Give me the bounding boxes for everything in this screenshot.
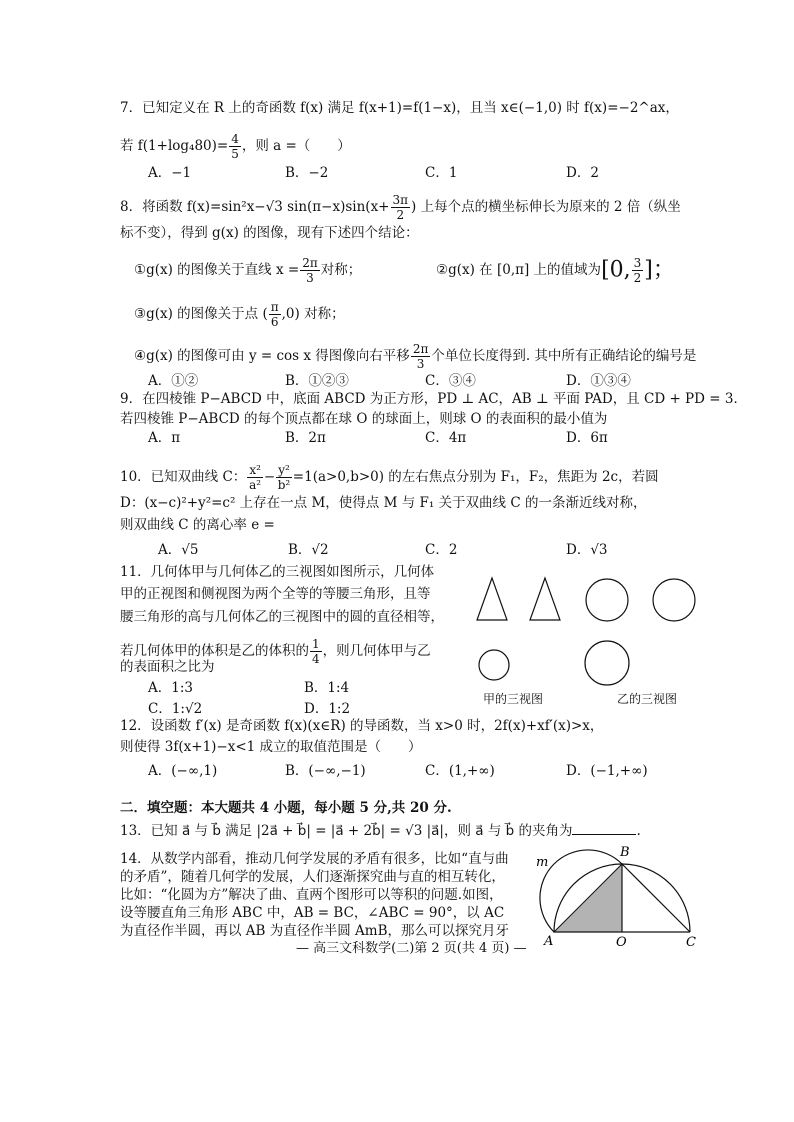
q10-fy-num: y² (278, 463, 290, 477)
q8-c2-pre: ②g(x) 在 [0,π] 上的值域为 (436, 262, 602, 278)
page-footer: — 高三文科数学(二)第 2 页(共 4 页) — (296, 941, 527, 956)
q8-c2-left: [0, (601, 257, 631, 283)
q10-line1 (120, 463, 659, 492)
q8-c1-num: 2π (302, 256, 318, 270)
q12-line2: 则使得 3f(x+1)−x<1 成立的取值范围是（ ） (120, 739, 422, 755)
q10-fy-den: b² (277, 478, 291, 492)
q9-line1: 9．在四棱锥 P−ABCD 中，底面 ABCD 为正方形，PD ⊥ AC，AB ⊥ 平面 PAD，且 CD + PD = 3． (120, 391, 747, 407)
q8-option-b: B．①②③ (285, 373, 349, 389)
q12-line1: 12．设函数 f′(x) 是奇函数 f(x)(x∈R) 的导函数，当 x>0 时，2f(x)+xf′(x)>x， (120, 718, 604, 734)
q8-frac-den: 2 (396, 208, 405, 222)
q11-line5: 的表面积之比为 (120, 659, 215, 675)
q11-fraction (310, 637, 322, 666)
q7-line2 (120, 132, 351, 161)
q7-option-c: C．1 (425, 165, 458, 181)
q14-line4: 设等腰直角三角形 ABC 中，AB = BC，∠ABC = 90°，以 AC (120, 905, 505, 921)
top-view-circle (479, 650, 509, 680)
q14-line3: 比如：“化圆为方”解决了曲、直两个图形可以等积的问题.如图， (120, 887, 503, 903)
q14-line1: 14．从数学内部看，推动几何学发展的矛盾有很多，比如“直与曲 (120, 851, 509, 867)
q10-option-b: B．√2 (288, 542, 329, 558)
q8-c3-fraction (269, 300, 281, 329)
q11-option-b: B．1:4 (304, 680, 350, 696)
q11-line4-post: ，则几何体甲与乙 (322, 643, 431, 659)
front-view-triangle (477, 578, 507, 620)
q8-c2-right: ]； (644, 257, 675, 283)
q8-c4-den: 3 (416, 357, 425, 371)
q8-c2-num: 3 (633, 256, 642, 270)
q8-line2: 标不变），得到 g(x) 的图像，现有下述四个结论： (120, 225, 419, 241)
q10-line3: 则双曲线 C 的离心率 e = (120, 517, 275, 533)
three-views-figure (462, 570, 712, 695)
body-b-top-circle (585, 641, 629, 685)
caption-body-b-views: 乙的三视图 (617, 692, 678, 706)
q8-c2-fraction (632, 256, 644, 285)
q13-line (120, 822, 641, 840)
q11-frac-num: 1 (312, 637, 320, 651)
q8-c1-fraction (300, 256, 320, 285)
label-o: O (616, 935, 627, 950)
q10-line1-pre: 10．已知双曲线 C： (120, 469, 247, 485)
q14-line2: 的矛盾”，随着几何学的发展，人们逐渐探究曲与直的相互转化， (120, 869, 505, 885)
q11-option-a: A．1:3 (148, 680, 193, 696)
q14-line5: 为直径作半圆，再以 AB 为直径作半圆 AmB，那么可以探究月牙 (120, 923, 510, 939)
q8-c3-num: π (270, 300, 279, 314)
q8-conclusion-3 (134, 300, 345, 329)
q10-fx-den: a² (249, 478, 262, 492)
q8-c4-pre: ④g(x) 的图像可由 y = cos x 得图像向右平移 (134, 348, 410, 364)
q11-line1: 11．几何体甲与几何体乙的三视图如图所示，几何体 (120, 564, 435, 580)
q8-fraction (391, 193, 411, 222)
q8-line1-post: ) 上每个点的横坐标伸长为原来的 2 倍（纵坐 (411, 199, 681, 215)
q9-option-d: D．6π (566, 430, 608, 446)
label-b: B (620, 845, 630, 860)
lune-figure (530, 840, 705, 950)
q10-fx-num: x² (249, 463, 261, 477)
q8-c3-den: 6 (270, 315, 279, 329)
q11-line2: 甲的正视图和侧视图为两个全等的等腰三角形，且等 (120, 586, 431, 602)
q8-c2-den: 2 (633, 271, 642, 285)
body-b-front-circle (586, 579, 628, 621)
segment-bc (622, 864, 690, 932)
q11-option-d: D．1:2 (304, 701, 351, 717)
q13-period: . (636, 823, 641, 839)
q8-line1-pre: 8．将函数 f(x)=sin²x−√3 sin(π−x)sin(x+ (120, 199, 390, 215)
q10-fraction-y (276, 463, 292, 492)
q7-frac-den: 5 (231, 147, 239, 161)
q10-line2: D：(x−c)²+y²=c² 上存在一点 M，使得点 M 与 F₁ 关于双曲线 C 的一条渐近线对称， (120, 495, 647, 511)
q8-c4-num: 2π (412, 342, 429, 356)
q8-c4-post: 个单位长度得到. 其中所有正确结论的编号是 (431, 348, 697, 364)
q7-line2-pre: 若 f(1+log₄80)= (120, 138, 229, 154)
q8-c1-den: 3 (306, 271, 314, 285)
q8-c3-pre: ③g(x) 的图像关于点 ( (134, 306, 268, 322)
q12-option-c: C．(1,+∞) (425, 763, 495, 779)
q12-option-b: B．(−∞,−1) (285, 763, 366, 779)
q9-option-b: B．2π (285, 430, 326, 446)
q11-frac-den: 4 (312, 652, 320, 666)
q9-option-a: A．π (148, 430, 181, 446)
label-m: m (536, 855, 549, 870)
triangle-abo (554, 864, 622, 932)
q7-line1: 7．已知定义在 R 上的奇函数 f(x) 满足 f(x+1)=f(1−x)，且当 x∈(−1,0) 时 f(x)=−2^ax， (120, 100, 679, 116)
q10-fraction-x (247, 463, 263, 492)
q11-line3: 腰三角形的高与几何体乙的三视图中的圆的直径相等， (120, 609, 444, 625)
q12-option-a: A．(−∞,1) (148, 763, 218, 779)
q8-conclusion-4 (134, 342, 696, 371)
q8-c3-post: ,0) 对称； (281, 306, 345, 322)
q7-fraction (229, 132, 241, 161)
q10-option-c: C．2 (425, 542, 458, 558)
q10-option-d: D．√3 (566, 542, 608, 558)
q12-option-d: D．(−1,+∞) (566, 763, 648, 779)
label-c: C (686, 935, 696, 950)
q8-option-c: C．③④ (425, 373, 476, 389)
q11-line4-pre: 若几何体甲的体积是乙的体积的 (120, 643, 309, 659)
q10-line1-post: =1(a>0,b>0) 的左右焦点分别为 F₁，F₂，焦距为 2c，若圆 (292, 469, 659, 485)
q7-option-a: A．−1 (148, 165, 192, 181)
q8-c1-post: 对称； (320, 262, 362, 278)
q9-option-c: C．4π (425, 430, 467, 446)
label-a: A (544, 934, 554, 949)
q8-conclusion-2 (436, 256, 675, 285)
q8-c1-pre: ①g(x) 的图像关于直线 x = (134, 262, 300, 278)
q13-text: 13．已知 a⃗ 与 b⃗ 满足 |2a⃗ + b⃗| = |a⃗ + 2b⃗| = √3 |a⃗|，则 a⃗ 与 b⃗ 的夹角为 (120, 823, 573, 839)
q7-frac-num: 4 (231, 132, 239, 146)
q7-option-b: B．−2 (285, 165, 329, 181)
q9-line2: 若四棱锥 P−ABCD 的每个顶点都在球 O 的球面上，则球 O 的表面积的最小值为 (120, 411, 608, 427)
q8-option-d: D．①③④ (566, 373, 631, 389)
body-b-side-circle (653, 579, 695, 621)
caption-body-a-views: 甲的三视图 (483, 692, 544, 706)
q8-conclusion-1 (134, 256, 361, 285)
q7-option-d: D．2 (566, 165, 599, 181)
q11-option-c: C．1:√2 (148, 701, 203, 717)
q10-option-a: A．√5 (158, 542, 199, 558)
section-heading-fill-in: 二．填空题：本大题共 4 小题，每小题 5 分,共 20 分. (120, 800, 452, 816)
q8-c4-fraction (411, 342, 431, 371)
q8-frac-num: 3π (392, 193, 409, 207)
q13-answer-blank (572, 834, 636, 835)
q8-line1 (120, 193, 681, 222)
q7-line2-post: ，则 a =（ ） (241, 138, 351, 154)
side-view-triangle (530, 578, 560, 620)
q8-option-a: A．①② (148, 373, 199, 389)
q10-minus: − (263, 469, 276, 485)
